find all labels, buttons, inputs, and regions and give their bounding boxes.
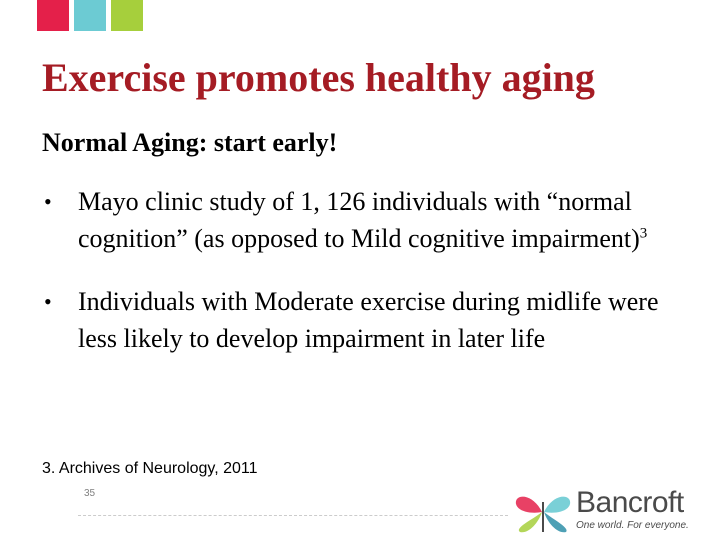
slide-title: Exercise promotes healthy aging: [42, 55, 595, 100]
page-number: 35: [84, 488, 96, 499]
slide-subtitle: Normal Aging: start early!: [42, 128, 338, 157]
decorative-squares: [37, 0, 143, 31]
bullet-item: [42, 183, 692, 257]
reference-footnote: 3. Archives of Neurology, 2011: [42, 460, 258, 477]
butterfly-icon: [510, 490, 576, 534]
bullet-text: Individuals with Moderate exercise during midlife were less likely to develop impairment in later life: [78, 287, 659, 353]
bullet-item: [42, 283, 692, 357]
teal-square: [74, 0, 106, 31]
red-square: [37, 0, 69, 31]
logo-wordmark: Bancroft: [576, 486, 684, 519]
citation-superscript: 3: [639, 225, 648, 242]
bullet-dot-icon: •: [44, 289, 52, 314]
bullet-text: Mayo clinic study of 1, 126 individuals with “normal cognition” (as opposed to Mild cognitive impairment): [78, 187, 640, 253]
logo-tagline: One world. For everyone.: [576, 520, 689, 531]
green-square: [111, 0, 143, 31]
bancroft-logo: [510, 486, 690, 532]
bullet-list: [42, 183, 692, 383]
footer-divider: [78, 515, 508, 516]
bullet-dot-icon: •: [44, 189, 52, 214]
